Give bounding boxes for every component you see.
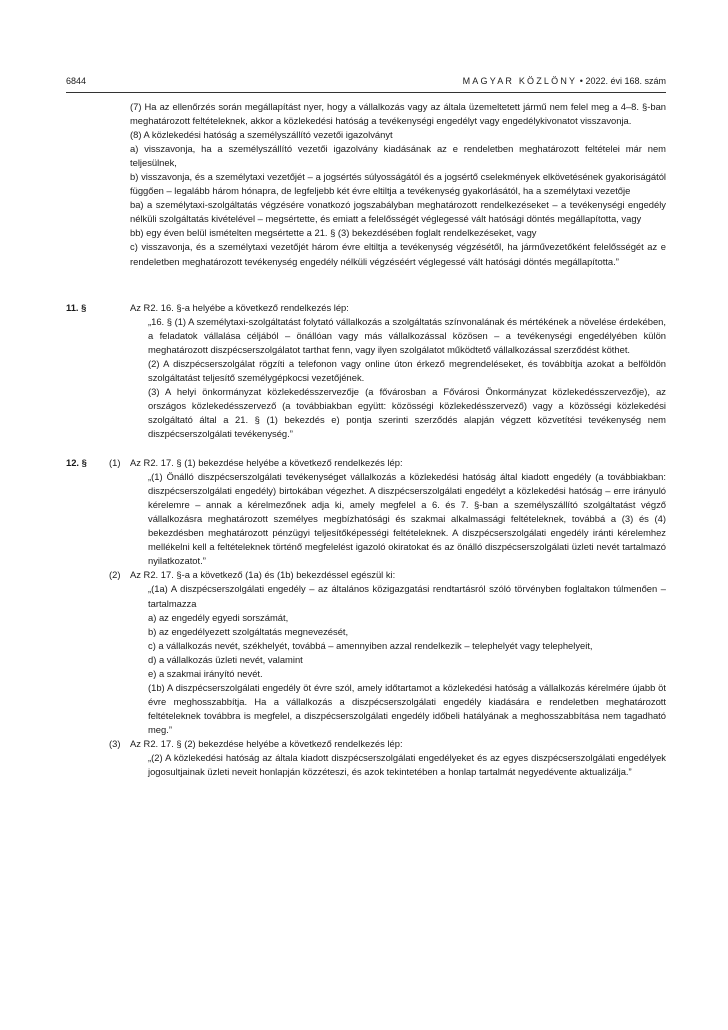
- paragraph: (8) A közlekedési hatóság a személyszállító vezetői igazolványt: [130, 129, 393, 141]
- header-divider: [66, 92, 666, 93]
- paragraph: d) a vállalkozás üzleti nevét, valamint: [148, 653, 303, 665]
- paragraph: c) a vállalkozás nevét, székhelyét, továbbá – amennyiben azzal rendelkezik – telephelyét vagy telephelyeit,: [148, 639, 593, 651]
- subsection-3: [66, 737, 666, 779]
- subsection-intro: Az R2. 17. § (2) bekezdése helyébe a következő rendelkezés lép:: [130, 737, 403, 749]
- subsection-number: (3): [109, 737, 121, 749]
- paragraph: b) visszavonja, és a személytaxi vezetőjét – a jogsértés súlyosságától és a jogsértő cselekmények elkövetésének gyakoriságától függően – legalább három hónapra, de legfeljebb két évre eltiltja a tevékenység gyakorlásától, ha a személytaxi vezetője: [130, 171, 666, 197]
- journal-name: MAGYAR KÖZLÖNY: [462, 76, 578, 86]
- paragraph: ba) a személytaxi-szolgáltatás végzésére vonatkozó jogszabályban meghatározott rendelkezéseket – a tevékenységi engedély nélküli szolgáltatás kivételével – megsértette, és emiatt a felelősségét véglegessé vált hatósági döntés megállapította, vagy: [130, 199, 666, 225]
- header-bullet: •: [579, 76, 583, 86]
- subsection-intro: Az R2. 17. §-a a következő (1a) és (1b) bekezdéssel egészül ki:: [130, 569, 396, 581]
- subsection-number: (2): [109, 569, 121, 581]
- subsection-1: [66, 456, 666, 568]
- paragraph: „(1a) A diszpécserszolgálati engedély – az általános közigazgatási rendtartásról szóló törvényben foglaltakon túlmenően – tartalmazza: [148, 583, 666, 609]
- paragraph: a) visszavonja, ha a személyszállító vezetői igazolvány kiadásának az e rendeletben meghatározott feltételei már nem teljesülnek,: [130, 143, 666, 169]
- paragraph: „(1) Önálló diszpécserszolgálati tevékenységet vállalkozás a közlekedési hatóság által kiadott engedély (a továbbiakban: diszpécserszolgálati engedély) birtokában végezhet. A diszpécserszolgálati engedélyt a közlekedési hatóság – erre irányuló kérelemre – annak a kérelmezőnek adja ki, amely megfelel a 6. és 7. §-ban a személyszállító szolgáltatást végző vállalkozásra meghatározott személyes megbízhatósági és szakmai alkalmassági feltételeknek, továbbá a (3) és (4) bekezdésben meghatározott pénzügyi teljesítőképességi feltételeknek. A diszpécserszolgálati engedély iránti kérelemhez mellékelni kell a feltételeknek történő megfelelést igazoló okiratokat és az önálló diszpécserszolgálati üzleti nevét tartalmazó nyilatkozatot.”: [148, 471, 666, 567]
- paragraph: „16. § (1) A személytaxi-szolgáltatást folytató vállalkozás a szolgáltatás színvonalának és mértékének a növelése érdekében, a feladatok vállalása céljából – önállóan vagy más vállalkozással közösen – a tevékenységi engedélyében külön meghatározott diszpécserszolgálatot tarthat fenn, vagy ilyen szolgálatot működtető vállalkozással szerződést köthet.: [148, 315, 666, 355]
- subsection-2: [66, 568, 666, 737]
- issue-number: 2022. évi 168. szám: [585, 76, 666, 86]
- paragraph: e) a szakmai irányító nevét.: [148, 667, 263, 679]
- page-header: [66, 76, 666, 90]
- paragraph: bb) egy éven belül ismételten megsértette a 21. § (3) bekezdésében foglalt rendelkezéseket, vagy: [130, 227, 537, 239]
- section-12: [66, 456, 666, 779]
- paragraph: a) az engedély egyedi sorszámát,: [148, 611, 289, 623]
- paragraph: (3) A helyi önkormányzat közlekedésszervezője (a fővárosban a Fővárosi Önkormányzat közlekedésszervezője), az országos közlekedésszervező (a továbbiakban együtt: közösségi közlekedésszervező) vagy a közösségi közlekedési szolgáltató által a 21. § (1) bekezdés e) pontja szerinti szerződés alapján végzett közvetítési tevékenység nem diszpécserszolgálati tevékenység.”: [148, 385, 666, 439]
- subsection-number: (1): [109, 457, 121, 469]
- paragraph: b) az engedélyezett szolgáltatás megnevezését,: [148, 625, 349, 637]
- paragraph: (2) A diszpécserszolgálat rögzíti a telefonon vagy online úton érkező megrendeléseket, és továbbítja azokat a belföldön szolgáltatást teljesítő személygépkocsi vezetőjének.: [148, 357, 666, 383]
- document-body: [66, 100, 666, 779]
- journal-title: [463, 76, 666, 86]
- section-number: 12. §: [66, 457, 87, 469]
- paragraph: c) visszavonja, és a személytaxi vezetőjét három évre eltiltja a tevékenység végzésétől, ha járművezetőként felelősségét az e rendeletben meghatározott tevékenység engedély nélküli végzéséért véglegessé vált hatósági döntés megállapította.”: [130, 241, 666, 267]
- paragraph: (7) Ha az ellenőrzés során megállapítást nyer, hogy a vállalkozás vagy az általa üzemeltetett jármű nem felel meg a 4–8. §-ban meghatározott feltételeknek, akkor a közlekedési hatóság a tevékenységi engedélyt vagy engedélykivonatot visszavonja.: [130, 101, 666, 127]
- paragraph: (1b) A diszpécserszolgálati engedély öt évre szól, amely időtartamot a közlekedési hatóság a vállalkozás kérelmére újabb öt évre meghosszabbítja. Ha a vállalkozás a diszpécserszolgálati engedély kiadására e rendeletben meghatározott feltételeknek továbbra is megfelel, a diszpécserszolgálati engedély időbeli hatályának a meghosszabbítása nem tagadható meg.”: [148, 681, 666, 735]
- continued-provision: [66, 100, 666, 269]
- section-11: [66, 301, 666, 441]
- paragraph: „(2) A közlekedési hatóság az általa kiadott diszpécserszolgálati engedélyeket és az egyes diszpécserszolgálati engedélyek jogosultjainak üzleti neveit honlapján közzéteszi, és azok tekintetében a honlap tartalmát negyedévente aktualizálja.”: [148, 752, 666, 778]
- section-intro: Az R2. 16. §-a helyébe a következő rendelkezés lép:: [130, 301, 349, 313]
- section-number: 11. §: [66, 301, 87, 313]
- page-number: 6844: [66, 76, 87, 86]
- subsection-intro: Az R2. 17. § (1) bekezdése helyébe a következő rendelkezés lép:: [130, 457, 403, 469]
